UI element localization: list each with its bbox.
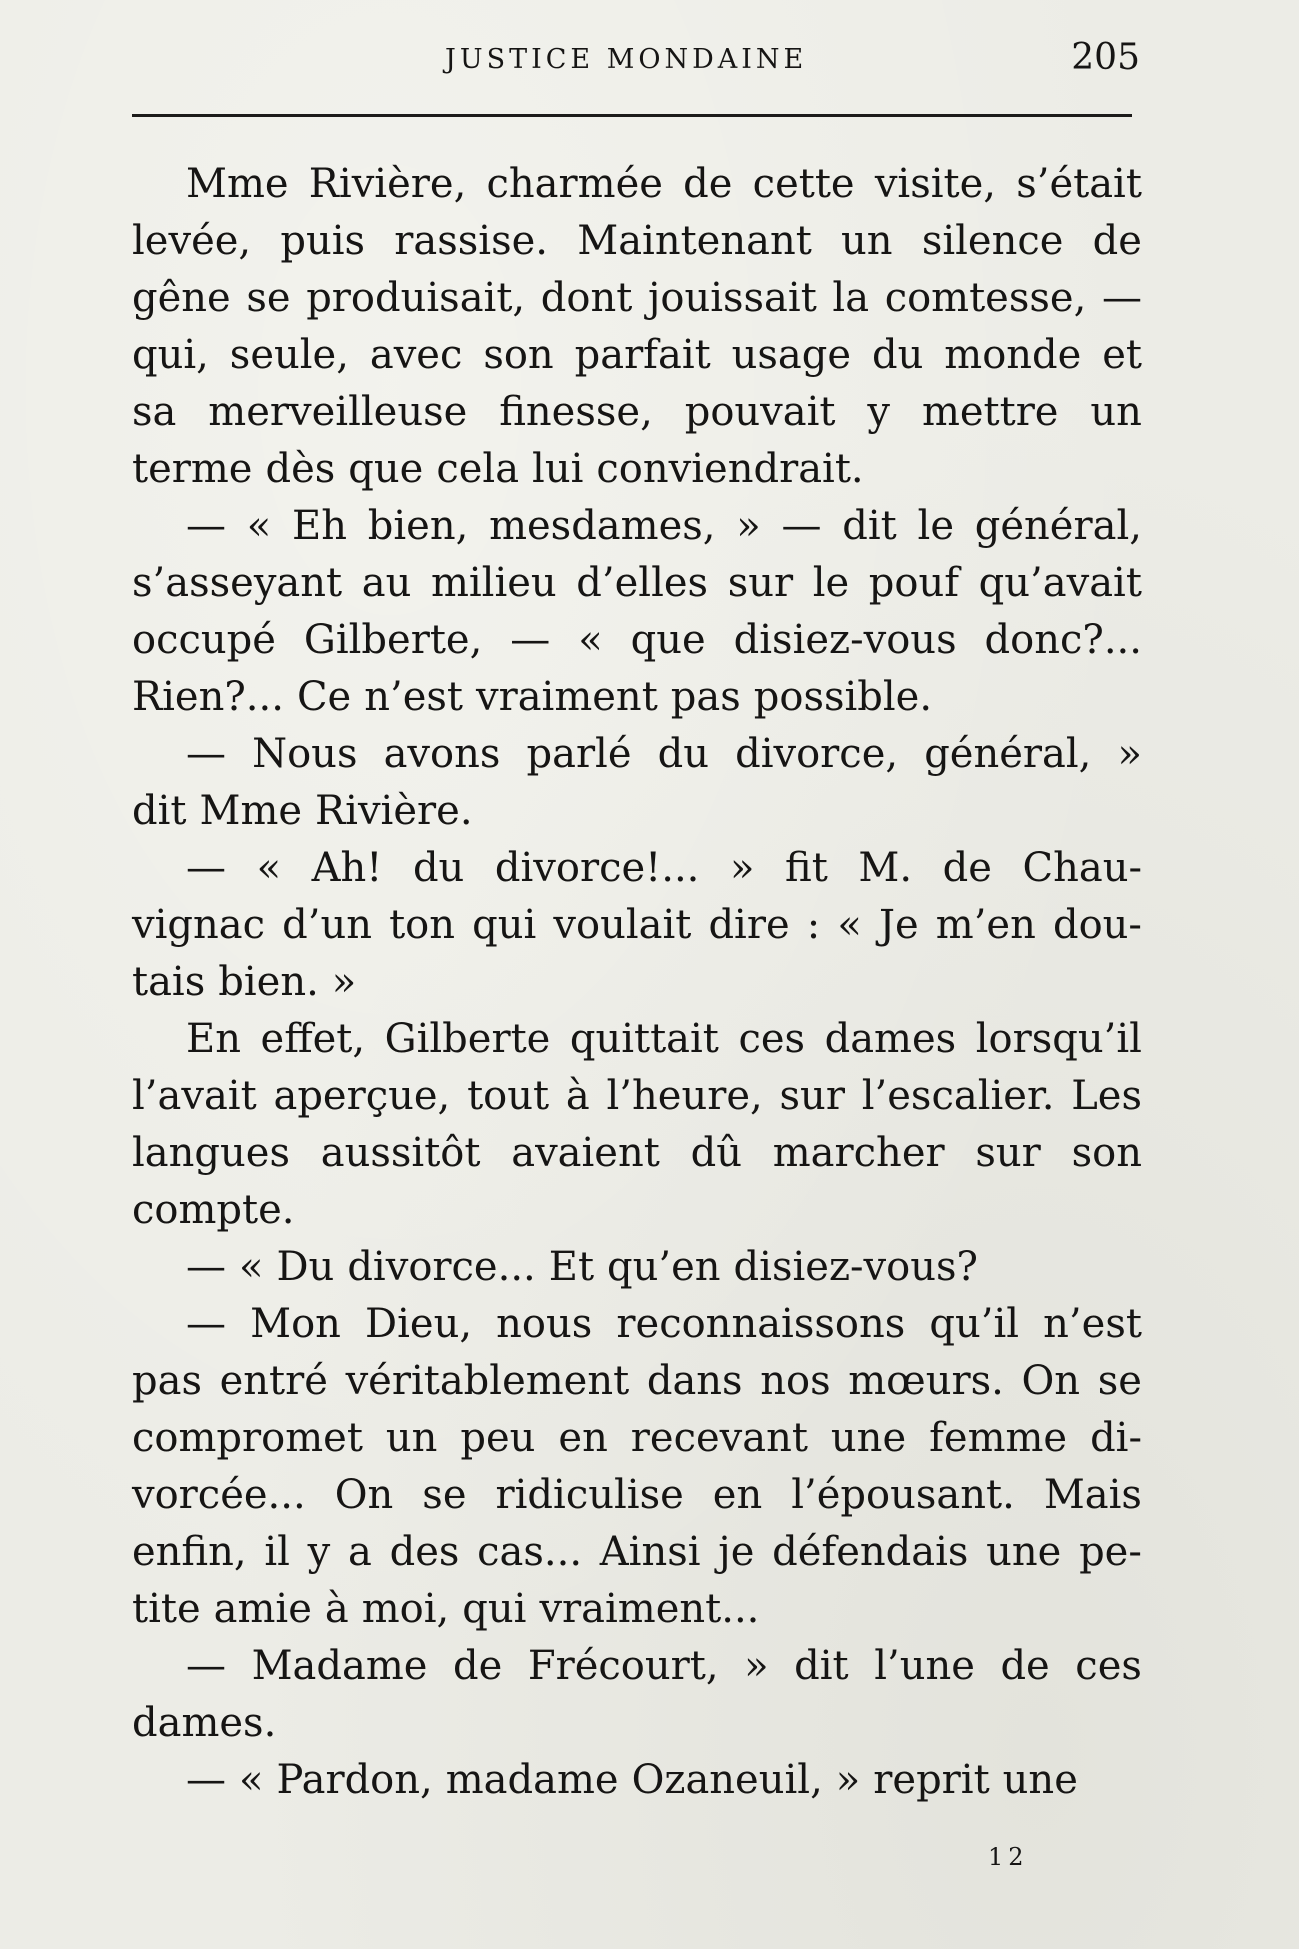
text-line: tais bien. » xyxy=(132,959,357,1005)
text-line: dames. xyxy=(132,1700,277,1746)
text-line: gêne se produisait, dont jouissait la comtesse, — xyxy=(132,275,1142,321)
text-line: langues aussitôt avaient dû marcher sur son xyxy=(132,1130,1142,1176)
text-line: — « Pardon, madame Ozaneuil, » reprit une xyxy=(186,1757,1078,1803)
text-line: qui, seule, avec son parfait usage du monde et xyxy=(132,332,1142,378)
text-line: enfin, il y a des cas... Ainsi je défendais une pe- xyxy=(132,1529,1142,1575)
text-line: dit Mme Rivière. xyxy=(132,788,473,834)
text-line: — Mon Dieu, nous reconnaissons qu’il n’est xyxy=(186,1301,1142,1347)
text-line: s’asseyant au milieu d’elles sur le pouf qu’avait xyxy=(132,560,1142,606)
text-line: tite amie à moi, qui vraiment... xyxy=(132,1586,760,1632)
text-line: — Madame de Frécourt, » dit l’une de ces xyxy=(186,1643,1142,1689)
text-line: levée, puis rassise. Maintenant un silence de xyxy=(132,218,1142,264)
text-line: compromet un peu en recevant une femme di- xyxy=(132,1415,1142,1461)
text-line: — Nous avons parlé du divorce, général, » xyxy=(186,731,1142,777)
running-title: JUSTICE MONDAINE xyxy=(445,44,808,75)
text-line: Rien?... Ce n’est vraiment pas possible. xyxy=(132,674,933,720)
text-line: terme dès que cela lui conviendrait. xyxy=(132,446,864,492)
text-line: compte. xyxy=(132,1187,295,1233)
text-line: — « Du divorce... Et qu’en disiez-vous? xyxy=(186,1244,978,1290)
text-line: occupé Gilberte, — « que disiez-vous donc?... xyxy=(132,617,1142,663)
text-line: En effet, Gilberte quittait ces dames lorsqu’il xyxy=(186,1016,1142,1062)
text-line: l’avait aperçue, tout à l’heure, sur l’escalier. Les xyxy=(132,1073,1142,1119)
text-line: pas entré véritablement dans nos mœurs. On se xyxy=(132,1358,1142,1404)
body-text xyxy=(132,156,1142,1809)
text-line: Mme Rivière, charmée de cette visite, s’était xyxy=(186,161,1142,207)
page-number: 205 xyxy=(1071,37,1140,78)
text-line: — « Ah! du divorce!... » fit M. de Chau- xyxy=(186,845,1142,891)
header-rule xyxy=(132,114,1132,117)
text-line: vorcée... On se ridiculise en l’épousant. Mais xyxy=(132,1472,1142,1518)
text-line: vignac d’un ton qui voulait dire : « Je m’en dou- xyxy=(132,902,1142,948)
text-line: sa merveilleuse finesse, pouvait y mettre un xyxy=(132,389,1142,435)
text-line: — « Eh bien, mesdames, » — dit le général, xyxy=(186,503,1142,549)
signature-mark: 12 xyxy=(988,1843,1029,1871)
